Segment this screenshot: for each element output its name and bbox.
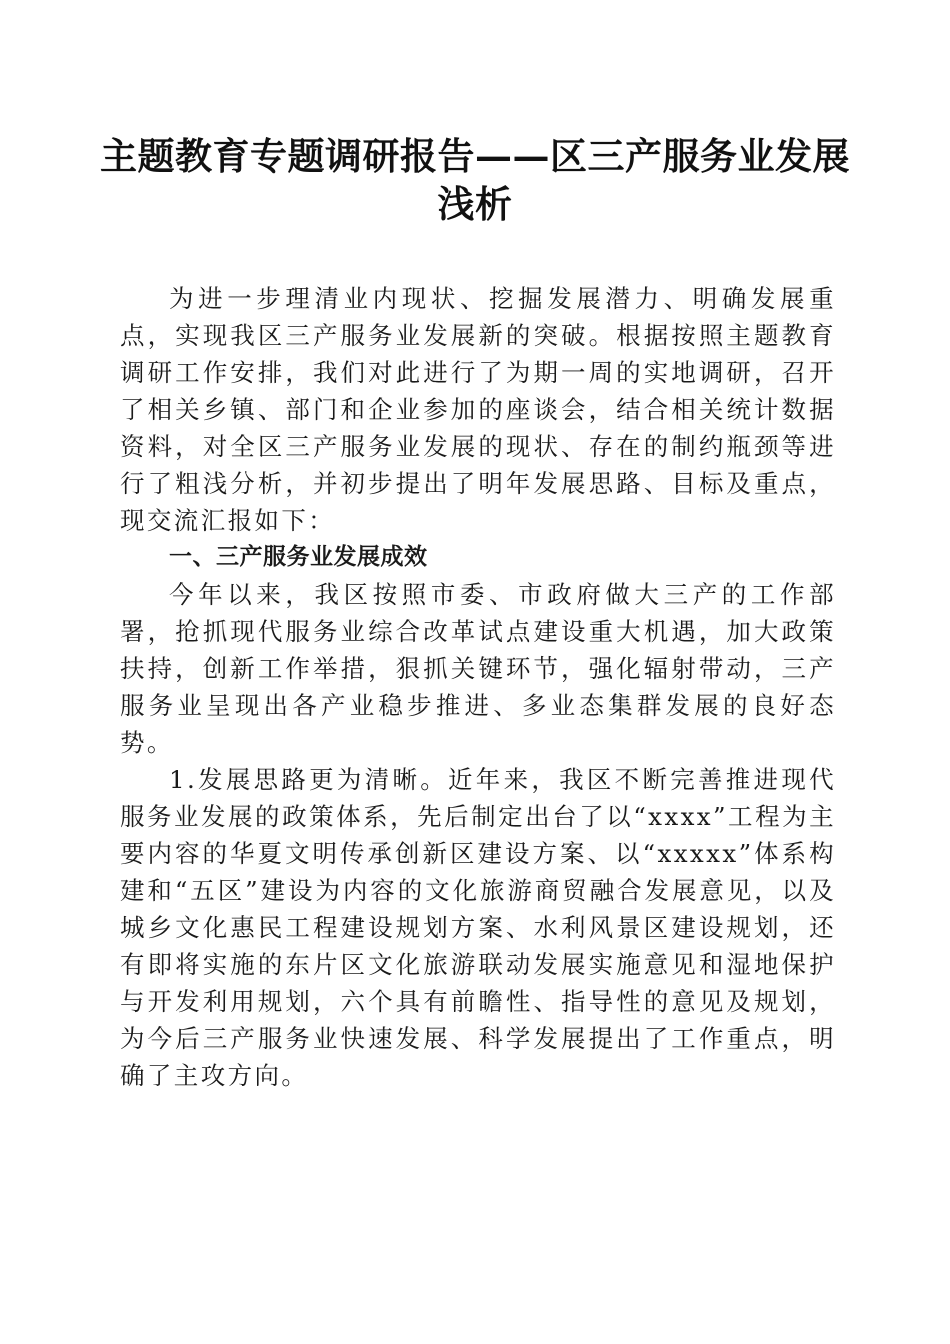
document-body — [120, 280, 836, 1094]
intro-paragraph: 为进一步理清业内现状、挖掘发展潜力、明确发展重点，实现我区三产服务业发展新的突破。根据按照主题教育调研工作安排，我们对此进行了为期一周的实地调研，召开了相关乡镇、部门和企业参加的座谈会，结合相关统计数据资料，对全区三产服务业发展的现状、存在的制约瓶颈等进行了粗浅分析，并初步提出了明年发展思路、目标及重点，现交流汇报如下： — [120, 284, 836, 535]
section-heading: 一、三产服务业发展成效 — [169, 544, 428, 570]
document-title — [60, 132, 890, 228]
title-line-2: 浅析 — [437, 182, 513, 226]
body-paragraph: 今年以来，我区按照市委、市政府做大三产的工作部署，抢抓现代服务业综合改革试点建设重大机遇，加大政策扶持，创新工作举措，狠抓关键环节，强化辐射带动，三产服务业呈现出各产业稳步推进、多业态集群发展的良好态势。 — [120, 580, 836, 757]
body-paragraph: 1.发展思路更为清晰。近年来，我区不断完善推进现代服务业发展的政策体系，先后制定出台了以“xxxx”工程为主要内容的华夏文明传承创新区建设方案、以“xxxxx”体系构建和“五区”建设为内容的文化旅游商贸融合发展意见，以及城乡文化惠民工程建设规划方案、水利风景区建设规划，还有即将实施的东片区文化旅游联动发展实施意见和湿地保护与开发利用规划，六个具有前瞻性、指导性的意见及规划，为今后三产服务业快速发展、科学发展提出了工作重点，明确了主攻方向。 — [120, 765, 836, 1090]
title-line-1: 主题教育专题调研报告——区三产服务业发展 — [100, 134, 850, 178]
